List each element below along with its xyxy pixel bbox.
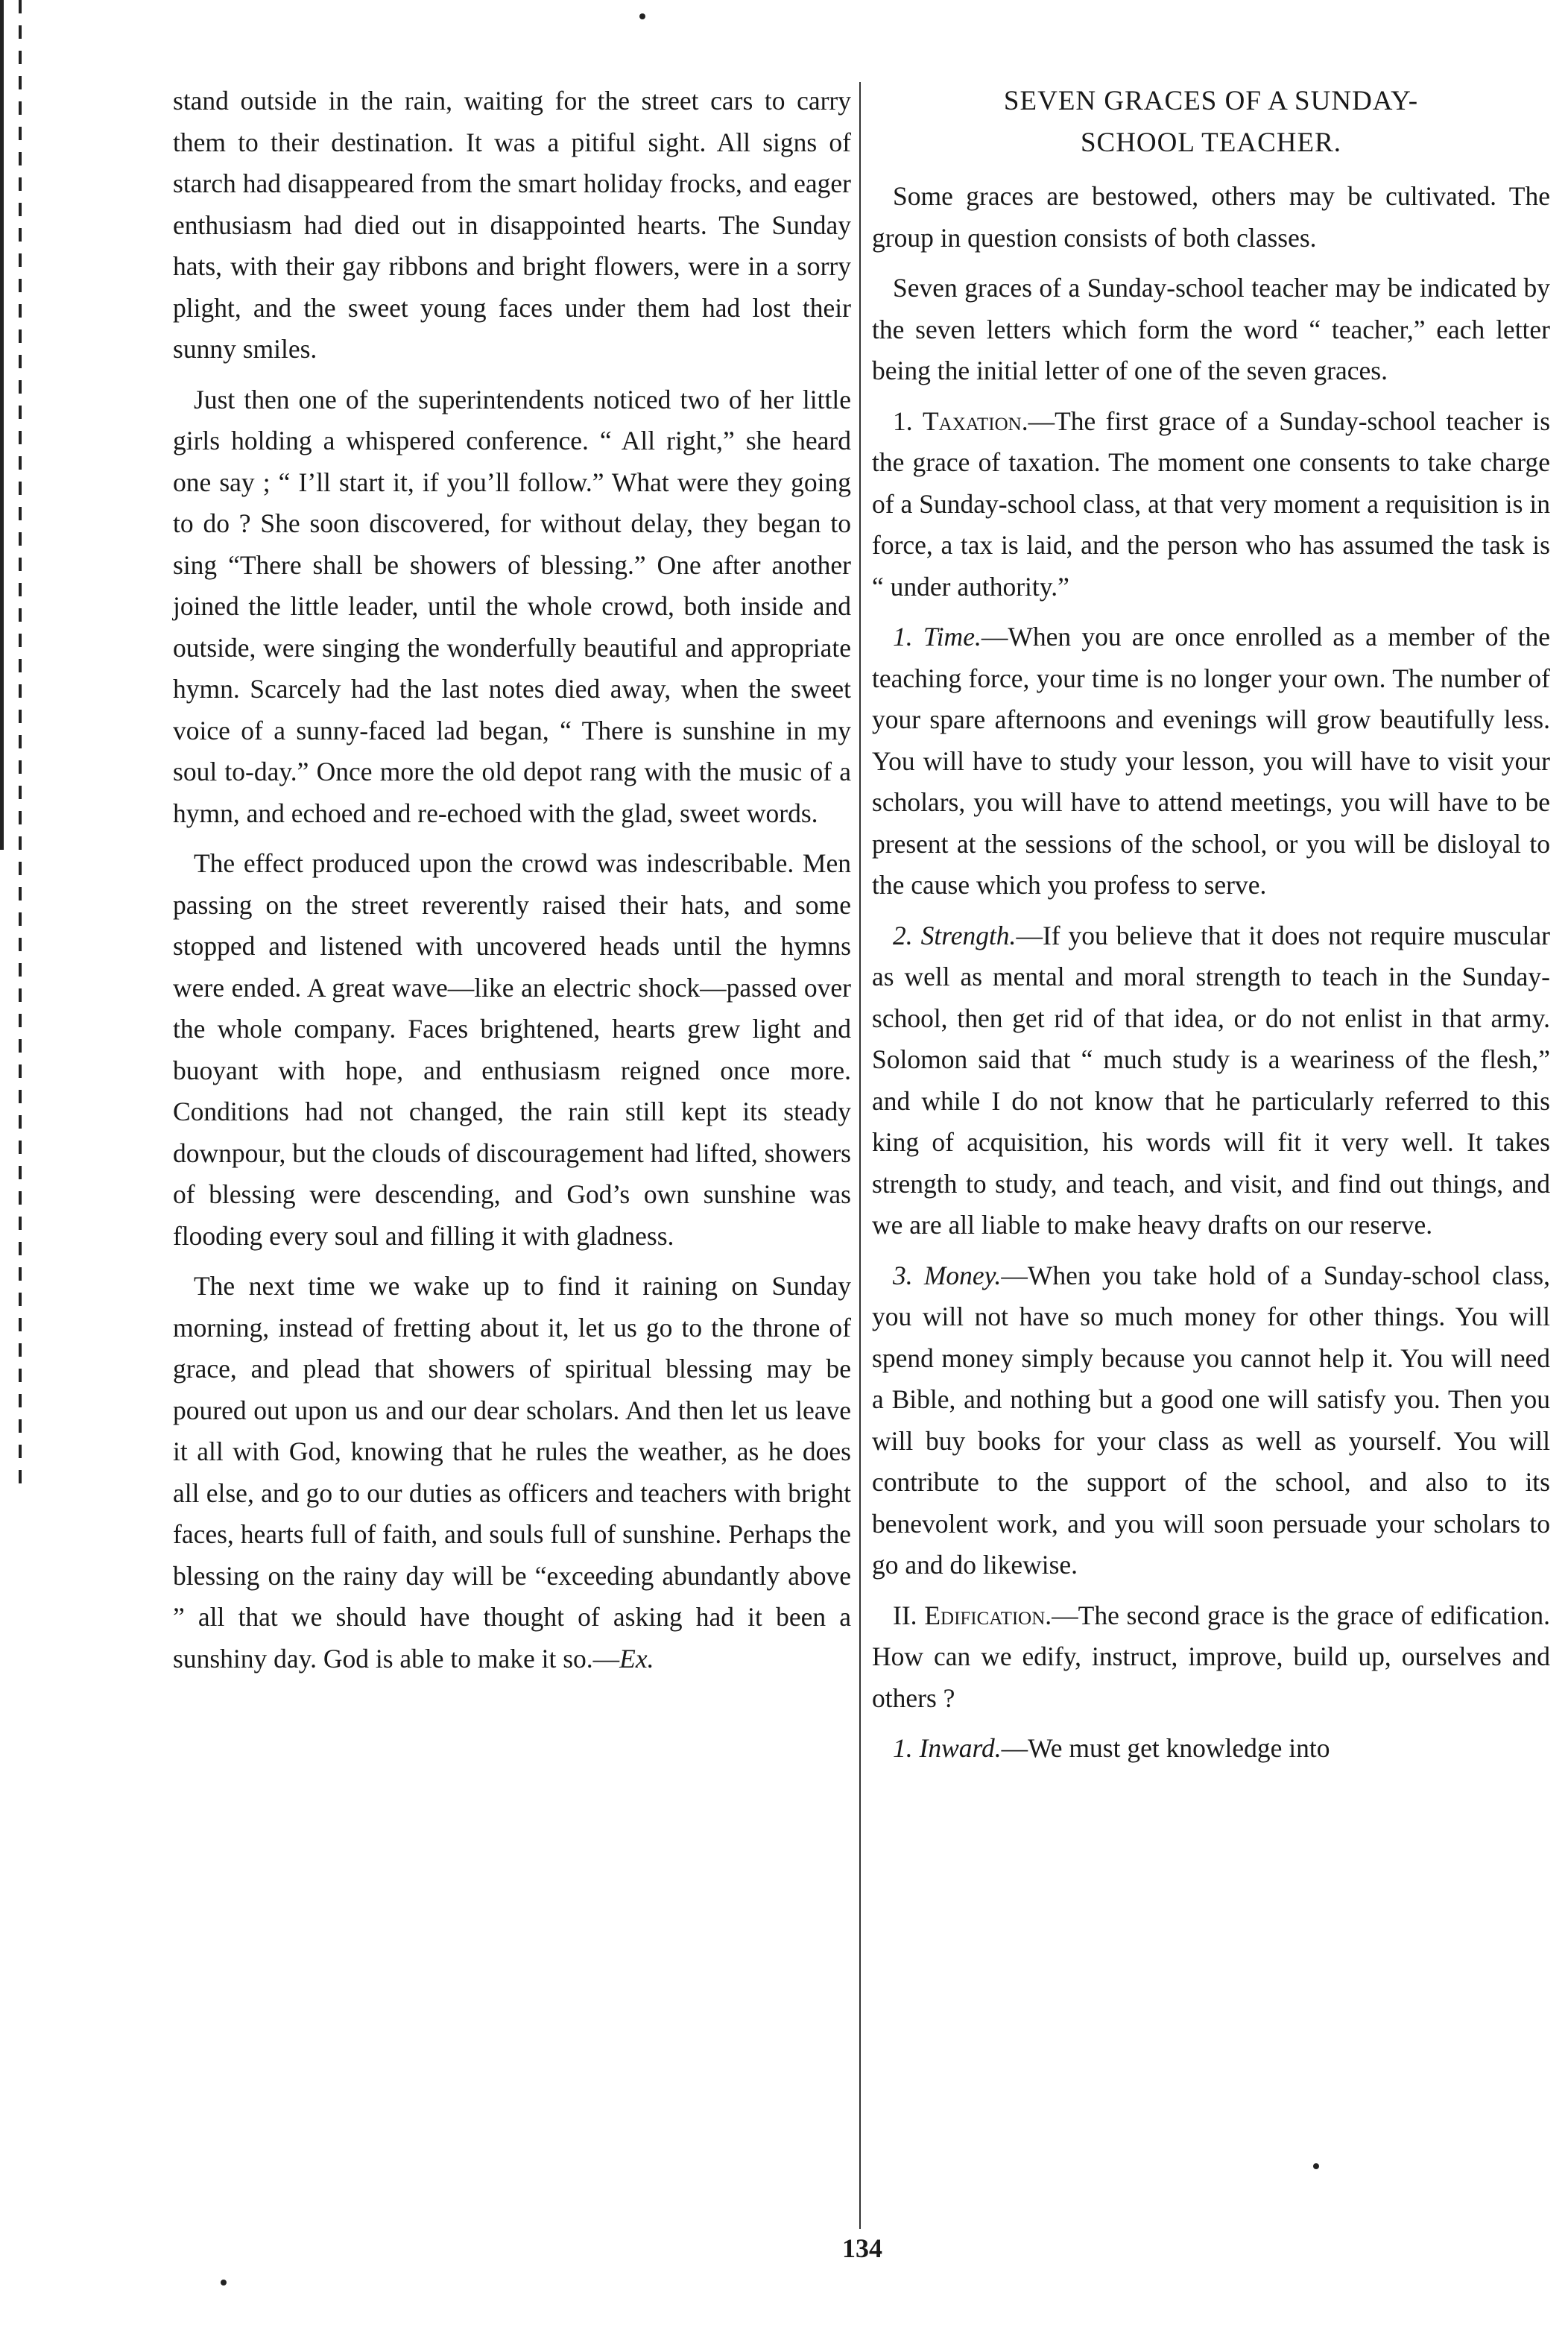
subsection-label: Strength.: [920, 920, 1017, 950]
column-divider: [859, 82, 861, 2229]
source-attribution: Ex.: [619, 1643, 654, 1674]
print-speck: [1313, 2163, 1319, 2169]
subsection-number: 3.: [893, 1260, 913, 1290]
paragraph: stand outside in the rain, waiting for the street cars to carry them to their destination. It was a pitiful sight. All signs of starch had disappeared from the smart holiday frocks, and eager enthusiasm had died out in disappointed hearts. The Sunday hats, with their gay ribbons and bright flowers, were in a sorry plight, and the sweet young faces under them had lost their sunny smiles.: [173, 86, 851, 364]
left-column: [173, 81, 851, 1688]
article-title-line: SEVEN GRACES OF A SUNDAY-: [1003, 86, 1419, 116]
right-column: [872, 81, 1550, 1779]
page-number: 134: [842, 2233, 882, 2263]
subsection-inward: [872, 1728, 1550, 1770]
section-text: —The second grace is the grace of edification. How can we edify, instruct, improve, build up, ourselves and others ?: [872, 1600, 1550, 1713]
subsection-number: 1.: [893, 622, 913, 652]
section-taxation: [872, 401, 1550, 608]
section-label: Taxation.: [922, 406, 1028, 436]
subsection-number: 1.: [893, 1733, 913, 1763]
subsection-money: [872, 1255, 1550, 1586]
paragraph: Just then one of the superintendents noticed two of her little girls holding a whispered conference. “ All right,” she heard one say ; “ I’ll start it, if you’ll follow.” What were they going to do ? She soon discovered, for without delay, they began to sing “There shall be showers of blessing.” One after another joined the little leader, until the whole crowd, both inside and outside, were singing the wonderfully beautiful and appropriate hymn. Scarcely had the last notes died away, when the sweet voice of a sunny-faced lad began, “ There is sunshine in my soul to-day.” Once more the old depot rang with the music of a hymn, and echoed and re-echoed with the glad, sweet words.: [173, 384, 851, 828]
article-title-line: SCHOOL TEACHER.: [1080, 127, 1342, 158]
section-text: —The first grace of a Sunday-school teacher is the grace of taxation. The moment one consents to take charge of a Sunday-school class, at that very moment a requisition is in force, a tax is laid, and the person who has assumed the task is “ under authority.”: [872, 406, 1551, 602]
intro-paragraph: Some graces are bestowed, others may be cultivated. The group in question consists of both classes.: [872, 181, 1550, 253]
subsection-time: [872, 616, 1550, 906]
subsection-label: Time.: [923, 622, 981, 652]
article-title: [872, 81, 1550, 164]
paragraph-text: The next time we wake up to find it raining on Sunday morning, instead of fretting about it, let us go to the throne of grace, and plead that showers of spiritual blessing may be poured out upon us and our dear scholars. And then let us leave it all with God, knowing that he rules the weather, as he does all else, and go to our duties as officers and teachers with bright faces, hearts full of faith, and souls full of sunshine. Perhaps the blessing on the rainy day will be “exceeding abundantly above ” all that we should have thought of asking had it been a sunshiny day. God is able to make it so.—: [173, 1271, 851, 1674]
paragraph-closing: [173, 1266, 851, 1679]
intro-paragraph: Seven graces of a Sunday-school teacher may be indicated by the seven letters which form the word “ teacher,” each letter being the initial letter of one of the seven graces.: [872, 273, 1550, 385]
print-speck: [221, 2280, 227, 2286]
section-number: II.: [893, 1600, 917, 1630]
subsection-text: —When you take hold of a Sunday-school class, you will not have so much money for other things. You will spend money simply because you cannot help it. You will need a Bible, and nothing but a good one will satisfy you. Then you will buy books for your class as well as yourself. You will contribute to the support of the school, and also to its benevolent work, and you will soon persuade your scholars to go and do likewise.: [872, 1260, 1550, 1580]
subsection-label: Inward.: [919, 1733, 1002, 1763]
page-binding-edge: [0, 0, 48, 850]
print-speck: [639, 13, 645, 19]
section-number: 1.: [893, 406, 913, 436]
section-label: Edification.: [924, 1600, 1052, 1630]
subsection-text: —If you believe that it does not require muscular as well as mental and moral strength to teach in the Sunday-school, then get rid of that idea, or do not enlist in that army. Solomon said that “ much study is a weariness of the flesh,” and while I do not know that he particularly referred to this king of acquisition, his words will fit it very well. It takes strength to study, and teach, and visit, and find out things, and we are all liable to make heavy drafts on our reserve.: [872, 920, 1550, 1240]
section-edification: [872, 1595, 1550, 1720]
subsection-number: 2.: [893, 920, 913, 950]
subsection-label: Money.: [923, 1260, 1002, 1290]
subsection-text: —We must get knowledge into: [1001, 1733, 1330, 1763]
subsection-strength: [872, 915, 1550, 1246]
paragraph: The effect produced upon the crowd was indescribable. Men passing on the street reverently raised their hats, and some stopped and listened with uncovered heads until the hymns were ended. A great wave—like an electric shock—passed over the whole company. Faces brightened, hearts grew light and buoyant with hope, and enthusiasm reigned once more. Conditions had not changed, the rain still kept its steady downpour, but the clouds of discouragement had lifted, showers of blessing were descending, and God’s own sunshine was flooding every soul and filling it with gladness.: [173, 848, 851, 1251]
subsection-text: —When you are once enrolled as a member of the teaching force, your time is no longer your own. The number of your spare afternoons and evenings will grow beautifully less. You will have to study your lesson, you will have to visit your scholars, you will have to attend meetings, you will have to be present at the sessions of the school, or you will be disloyal to the cause which you profess to serve.: [872, 622, 1551, 900]
